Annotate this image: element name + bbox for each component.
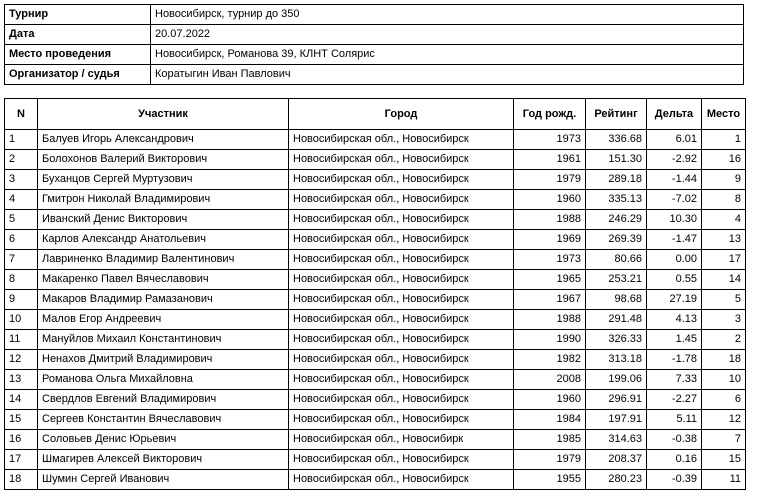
cell-city: Новосибирская обл., Новосибирск [289,370,514,390]
cell-number: 9 [5,290,38,310]
table-row [5,130,746,150]
cell-place: 14 [702,270,746,290]
info-value: 20.07.2022 [151,25,744,45]
cell-number: 4 [5,190,38,210]
cell-number: 11 [5,330,38,350]
cell-participant: Шумин Сергей Иванович [38,470,289,490]
cell-number: 6 [5,230,38,250]
cell-rating: 98.68 [586,290,647,310]
cell-rating: 336.68 [586,130,647,150]
table-header-row [5,99,746,130]
cell-place: 13 [702,230,746,250]
table-row [5,310,746,330]
cell-place: 11 [702,470,746,490]
cell-participant: Болохонов Валерий Викторович [38,150,289,170]
cell-participant: Лавриненко Владимир Валентинович [38,250,289,270]
results-body [5,130,746,490]
cell-birth-year: 2008 [514,370,586,390]
cell-place: 2 [702,330,746,350]
cell-number: 3 [5,170,38,190]
cell-birth-year: 1990 [514,330,586,350]
info-row-date [5,25,744,45]
cell-place: 10 [702,370,746,390]
cell-birth-year: 1967 [514,290,586,310]
cell-place: 16 [702,150,746,170]
cell-delta: 0.16 [647,450,702,470]
cell-participant: Мануйлов Михаил Константинович [38,330,289,350]
cell-number: 7 [5,250,38,270]
cell-participant: Малов Егор Андреевич [38,310,289,330]
cell-birth-year: 1969 [514,230,586,250]
cell-city: Новосибирская обл., Новосибирск [289,350,514,370]
table-row [5,470,746,490]
cell-delta: 0.55 [647,270,702,290]
cell-place: 12 [702,410,746,430]
cell-city: Новосибирская обл., Новосибирк [289,430,514,450]
table-row [5,410,746,430]
table-row [5,250,746,270]
table-row [5,430,746,450]
cell-rating: 246.29 [586,210,647,230]
cell-birth-year: 1960 [514,390,586,410]
table-row [5,270,746,290]
cell-place: 8 [702,190,746,210]
cell-delta: -7.02 [647,190,702,210]
cell-city: Новосибирская обл., Новосибирск [289,150,514,170]
cell-birth-year: 1960 [514,190,586,210]
header-delta: Дельта [647,99,702,130]
cell-number: 18 [5,470,38,490]
table-row [5,230,746,250]
cell-delta: 5.11 [647,410,702,430]
cell-participant: Балуев Игорь Александрович [38,130,289,150]
cell-place: 5 [702,290,746,310]
cell-city: Новосибирская обл., Новосибирск [289,170,514,190]
cell-delta: -0.39 [647,470,702,490]
cell-number: 12 [5,350,38,370]
cell-rating: 289.18 [586,170,647,190]
cell-number: 2 [5,150,38,170]
cell-participant: Макаренко Павел Вячеславович [38,270,289,290]
cell-number: 8 [5,270,38,290]
table-row [5,210,746,230]
cell-city: Новосибирская обл., Новосибирск [289,410,514,430]
cell-number: 17 [5,450,38,470]
cell-city: Новосибирская обл., Новосибирск [289,130,514,150]
info-row-tournament [5,5,744,25]
cell-participant: Гмитрон Николай Владимирович [38,190,289,210]
cell-participant: Иванский Денис Викторович [38,210,289,230]
table-row [5,330,746,350]
table-row [5,350,746,370]
info-value: Новосибирск, Романова 39, КЛНТ Солярис [151,45,744,65]
cell-city: Новосибирская обл., Новосибирск [289,210,514,230]
cell-delta: 7.33 [647,370,702,390]
cell-rating: 326.33 [586,330,647,350]
info-label: Организатор / судья [5,65,151,85]
cell-place: 15 [702,450,746,470]
cell-place: 4 [702,210,746,230]
header-rating: Рейтинг [586,99,647,130]
cell-birth-year: 1984 [514,410,586,430]
cell-birth-year: 1985 [514,430,586,450]
header-birth-year: Год рожд. [514,99,586,130]
cell-city: Новосибирская обл., Новосибирск [289,250,514,270]
table-row [5,290,746,310]
header-n: N [5,99,38,130]
cell-place: 3 [702,310,746,330]
info-value: Коратыгин Иван Павлович [151,65,744,85]
cell-city: Новосибирская обл., Новосибирск [289,290,514,310]
cell-birth-year: 1988 [514,210,586,230]
cell-birth-year: 1955 [514,470,586,490]
cell-birth-year: 1979 [514,170,586,190]
cell-birth-year: 1961 [514,150,586,170]
cell-place: 18 [702,350,746,370]
info-label: Место проведения [5,45,151,65]
cell-number: 1 [5,130,38,150]
info-label: Турнир [5,5,151,25]
cell-delta: 1.45 [647,330,702,350]
cell-rating: 269.39 [586,230,647,250]
cell-number: 14 [5,390,38,410]
cell-participant: Буханцов Сергей Муртузович [38,170,289,190]
cell-rating: 314.63 [586,430,647,450]
cell-delta: -2.92 [647,150,702,170]
table-row [5,370,746,390]
cell-number: 16 [5,430,38,450]
cell-rating: 296.91 [586,390,647,410]
cell-rating: 313.18 [586,350,647,370]
table-row [5,390,746,410]
cell-participant: Сергеев Константин Вячеславович [38,410,289,430]
cell-rating: 197.91 [586,410,647,430]
cell-birth-year: 1988 [514,310,586,330]
cell-participant: Романова Ольга Михайловна [38,370,289,390]
cell-rating: 199.06 [586,370,647,390]
cell-delta: 27.19 [647,290,702,310]
cell-city: Новосибирская обл., Новосибирск [289,450,514,470]
cell-rating: 253.21 [586,270,647,290]
cell-rating: 208.37 [586,450,647,470]
cell-place: 6 [702,390,746,410]
cell-rating: 151.30 [586,150,647,170]
cell-city: Новосибирская обл., Новосибирск [289,230,514,250]
cell-delta: 6.01 [647,130,702,150]
cell-participant: Свердлов Евгений Владимирович [38,390,289,410]
cell-rating: 335.13 [586,190,647,210]
cell-delta: -2.27 [647,390,702,410]
table-row [5,450,746,470]
cell-delta: 0.00 [647,250,702,270]
cell-participant: Шмагирев Алексей Викторович [38,450,289,470]
header-participant: Участник [38,99,289,130]
cell-delta: 10.30 [647,210,702,230]
cell-participant: Карлов Александр Анатольевич [38,230,289,250]
cell-number: 13 [5,370,38,390]
header-place: Место [702,99,746,130]
cell-number: 10 [5,310,38,330]
cell-rating: 280.23 [586,470,647,490]
table-row [5,170,746,190]
cell-city: Новосибирская обл., Новосибирск [289,310,514,330]
results-table [4,98,746,490]
cell-delta: -1.78 [647,350,702,370]
cell-rating: 80.66 [586,250,647,270]
cell-place: 17 [702,250,746,270]
cell-city: Новосибирская обл., Новосибирск [289,470,514,490]
cell-place: 1 [702,130,746,150]
table-row [5,150,746,170]
info-row-venue [5,45,744,65]
cell-delta: -0.38 [647,430,702,450]
cell-birth-year: 1973 [514,130,586,150]
cell-birth-year: 1965 [514,270,586,290]
cell-place: 7 [702,430,746,450]
cell-number: 15 [5,410,38,430]
table-row [5,190,746,210]
cell-birth-year: 1982 [514,350,586,370]
cell-delta: -1.44 [647,170,702,190]
cell-delta: -1.47 [647,230,702,250]
cell-participant: Ненахов Дмитрий Владимирович [38,350,289,370]
cell-city: Новосибирская обл., Новосибирск [289,190,514,210]
cell-city: Новосибирская обл., Новосибирск [289,390,514,410]
cell-delta: 4.13 [647,310,702,330]
cell-participant: Макаров Владимир Рамазанович [38,290,289,310]
cell-rating: 291.48 [586,310,647,330]
cell-participant: Соловьев Денис Юрьевич [38,430,289,450]
info-value: Новосибирск, турнир до 350 [151,5,744,25]
info-label: Дата [5,25,151,45]
header-city: Город [289,99,514,130]
cell-place: 9 [702,170,746,190]
cell-city: Новосибирская обл., Новосибирск [289,330,514,350]
cell-city: Новосибирская обл., Новосибирск [289,270,514,290]
cell-birth-year: 1973 [514,250,586,270]
cell-number: 5 [5,210,38,230]
cell-birth-year: 1979 [514,450,586,470]
tournament-info-table [4,4,744,85]
info-row-organizer [5,65,744,85]
